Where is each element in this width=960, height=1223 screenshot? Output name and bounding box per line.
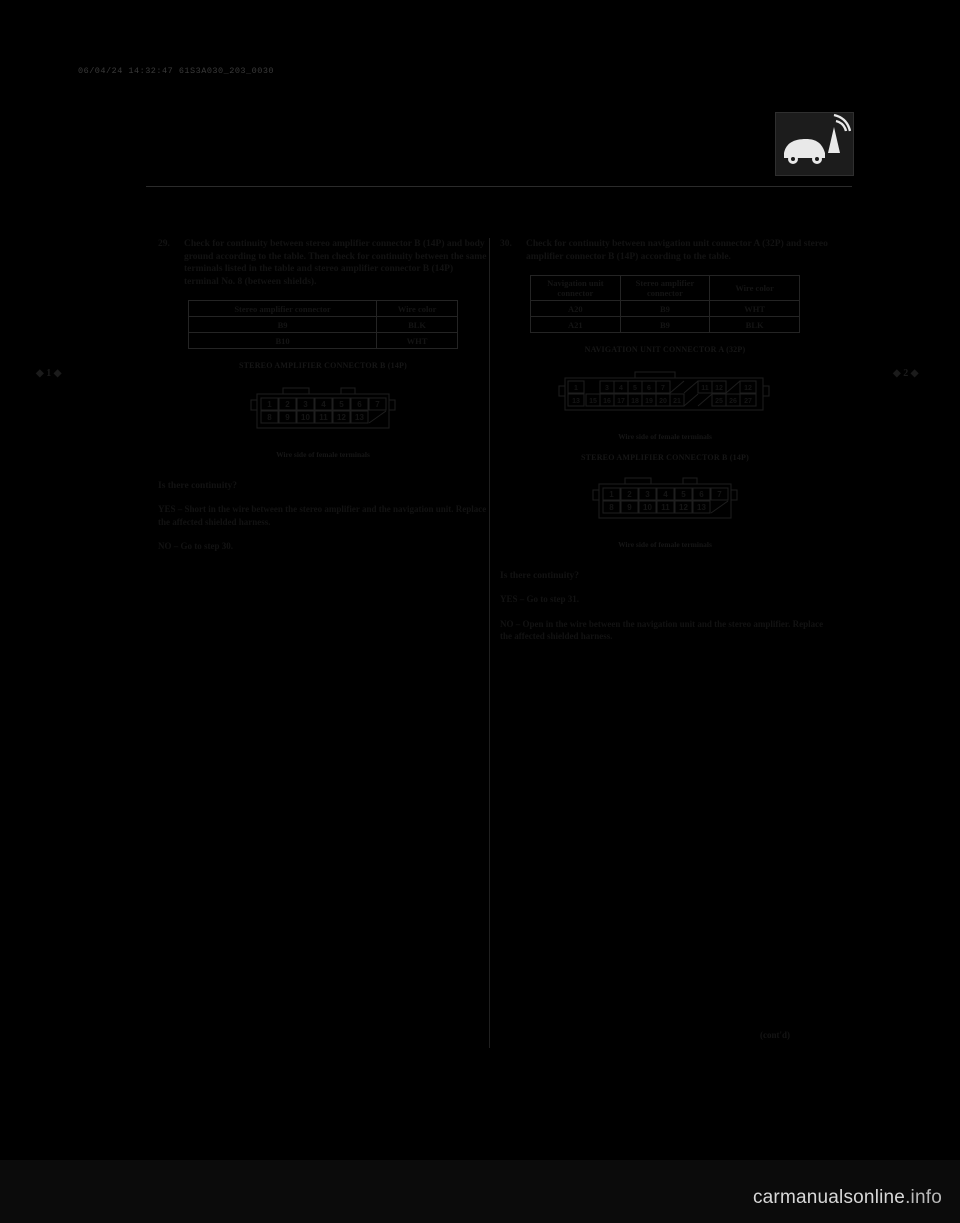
table-cell: B9: [620, 301, 710, 317]
table-cell: A20: [531, 301, 621, 317]
svg-text:1: 1: [574, 385, 578, 393]
table-header-cell: Wire color: [710, 276, 800, 301]
right-answer-no-text: – Open in the wire between the navigation unit and the stereo amplifier. Replace the affected shielded harness.: [500, 618, 824, 641]
svg-text:6: 6: [699, 490, 704, 500]
table-cell: B9: [189, 317, 377, 333]
svg-text:10: 10: [643, 503, 652, 513]
table-cell: WHT: [710, 301, 800, 317]
svg-text:25: 25: [715, 398, 723, 406]
watermark-suffix: .info: [905, 1187, 942, 1208]
svg-text:13: 13: [572, 398, 580, 406]
svg-text:9: 9: [627, 503, 632, 513]
table-header-row: [531, 276, 800, 301]
left-answer-yes: [158, 503, 488, 528]
svg-text:10: 10: [301, 413, 310, 423]
svg-text:27: 27: [744, 398, 752, 406]
site-watermark: [753, 1187, 942, 1209]
left-answer-no-lead: NO: [158, 541, 172, 552]
table-row: [531, 317, 800, 333]
svg-text:3: 3: [605, 385, 609, 393]
stereo-amplifier-connector-b-diagram-right: [500, 472, 830, 532]
svg-text:4: 4: [321, 400, 326, 410]
step-30-table: [530, 275, 800, 333]
continued-label: (cont'd): [760, 1030, 790, 1040]
svg-text:12: 12: [337, 413, 346, 423]
right-answer-yes-text: – Go to step 31.: [519, 594, 580, 605]
svg-text:3: 3: [645, 490, 650, 500]
right-answer-no-lead: NO: [500, 618, 514, 629]
svg-text:20: 20: [659, 398, 667, 406]
page-marker-left: ◆ 1 ◆: [36, 368, 62, 379]
svg-text:3: 3: [303, 400, 308, 410]
table-cell: BLK: [377, 317, 458, 333]
svg-text:17: 17: [617, 398, 625, 406]
step-30-text: Check for continuity between navigation unit connector A (32P) and stereo amplifier connector B (14P) according to the table.: [526, 239, 828, 262]
right-stereo-connector-caption: STEREO AMPLIFIER CONNECTOR B (14P): [580, 453, 749, 463]
table-row: [189, 317, 458, 333]
svg-text:18: 18: [631, 398, 639, 406]
svg-text:11: 11: [319, 413, 328, 423]
svg-text:2: 2: [627, 490, 632, 500]
table-cell: B9: [620, 317, 710, 333]
right-stereo-connector-subcaption: Wire side of female terminals: [618, 540, 712, 550]
right-answer-yes-lead: YES: [500, 594, 518, 605]
stereo-amplifier-connector-b-diagram: [158, 380, 488, 442]
table-header-cell: Wire color: [377, 301, 458, 317]
left-column: [158, 238, 488, 553]
step-29-text: Check for continuity between stereo amplifier connector B (14P) and body ground according to the table. Then check for continuity between the same terminals listed in the table and stereo amplifier connector B (14P) terminal No. 8 (between shields).: [184, 239, 487, 287]
svg-text:13: 13: [355, 413, 364, 423]
table-cell: A21: [531, 317, 621, 333]
svg-text:12: 12: [744, 385, 752, 393]
table-header-cell: Stereo amplifier connector: [189, 301, 377, 317]
table-header-row: [189, 301, 458, 317]
left-answer-no: [158, 540, 488, 552]
table-row: [531, 301, 800, 317]
watermark-text: carmanualsonline: [752, 1187, 906, 1208]
svg-text:7: 7: [661, 385, 665, 393]
svg-text:11: 11: [701, 385, 709, 393]
step-30: [500, 238, 830, 263]
navigation-unit-connector-subcaption: Wire side of female terminals: [618, 432, 712, 442]
svg-text:1: 1: [267, 400, 272, 410]
step-29: [158, 238, 488, 288]
svg-text:12: 12: [715, 385, 723, 393]
svg-text:1: 1: [609, 490, 614, 500]
table-cell: WHT: [377, 333, 458, 349]
right-answer-yes: [500, 593, 830, 605]
svg-text:7: 7: [717, 490, 722, 500]
svg-text:8: 8: [267, 413, 272, 423]
svg-text:15: 15: [589, 398, 597, 406]
left-answer-yes-text: – Short in the wire between the stereo amplifier and the navigation unit. Replace the affected shielded harness.: [158, 504, 487, 527]
svg-text:12: 12: [679, 503, 688, 513]
table-row: [189, 333, 458, 349]
right-column: [500, 238, 830, 642]
right-question: Is there continuity?: [500, 571, 579, 582]
left-connector-caption: STEREO AMPLIFIER CONNECTOR B (14P): [238, 361, 407, 371]
step-29-number: 29.: [158, 239, 170, 249]
page-marker-right: ◆ 2 ◆: [893, 368, 919, 379]
svg-text:16: 16: [603, 398, 611, 406]
table-header-cell: Navigation unit connector: [531, 276, 621, 301]
svg-text:5: 5: [633, 385, 637, 393]
svg-text:13: 13: [697, 503, 706, 513]
left-connector-subcaption: Wire side of female terminals: [276, 450, 370, 460]
svg-text:2: 2: [285, 400, 290, 410]
step-29-table: [188, 300, 458, 349]
left-answer-no-text: – Go to step 30.: [173, 541, 233, 552]
svg-text:19: 19: [645, 398, 653, 406]
table-cell: B10: [189, 333, 377, 349]
svg-text:4: 4: [663, 490, 668, 500]
svg-text:6: 6: [357, 400, 362, 410]
step-30-number: 30.: [500, 239, 512, 249]
svg-text:11: 11: [661, 503, 670, 513]
page-header-code: 06/04/24 14:32:47 61S3A030_203_0030: [78, 66, 275, 76]
svg-text:5: 5: [681, 490, 686, 500]
left-question: Is there continuity?: [158, 481, 237, 492]
svg-text:6: 6: [647, 385, 651, 393]
svg-text:7: 7: [375, 400, 380, 410]
column-divider: [489, 238, 490, 1048]
svg-text:5: 5: [339, 400, 344, 410]
svg-text:21: 21: [673, 398, 681, 406]
table-header-cell: Stereo amplifier connector: [620, 276, 710, 301]
car-navigation-antenna-icon: [775, 112, 854, 176]
svg-text:9: 9: [285, 413, 290, 423]
header-divider-rule: [146, 186, 852, 187]
svg-text:26: 26: [729, 398, 737, 406]
svg-text:4: 4: [619, 385, 623, 393]
svg-text:8: 8: [609, 503, 614, 513]
left-answer-yes-lead: YES: [158, 504, 176, 515]
navigation-unit-connector-caption: NAVIGATION UNIT CONNECTOR A (32P): [584, 345, 746, 355]
navigation-unit-connector-a-diagram: [500, 364, 830, 424]
right-answer-no: [500, 618, 830, 643]
table-cell: BLK: [710, 317, 800, 333]
